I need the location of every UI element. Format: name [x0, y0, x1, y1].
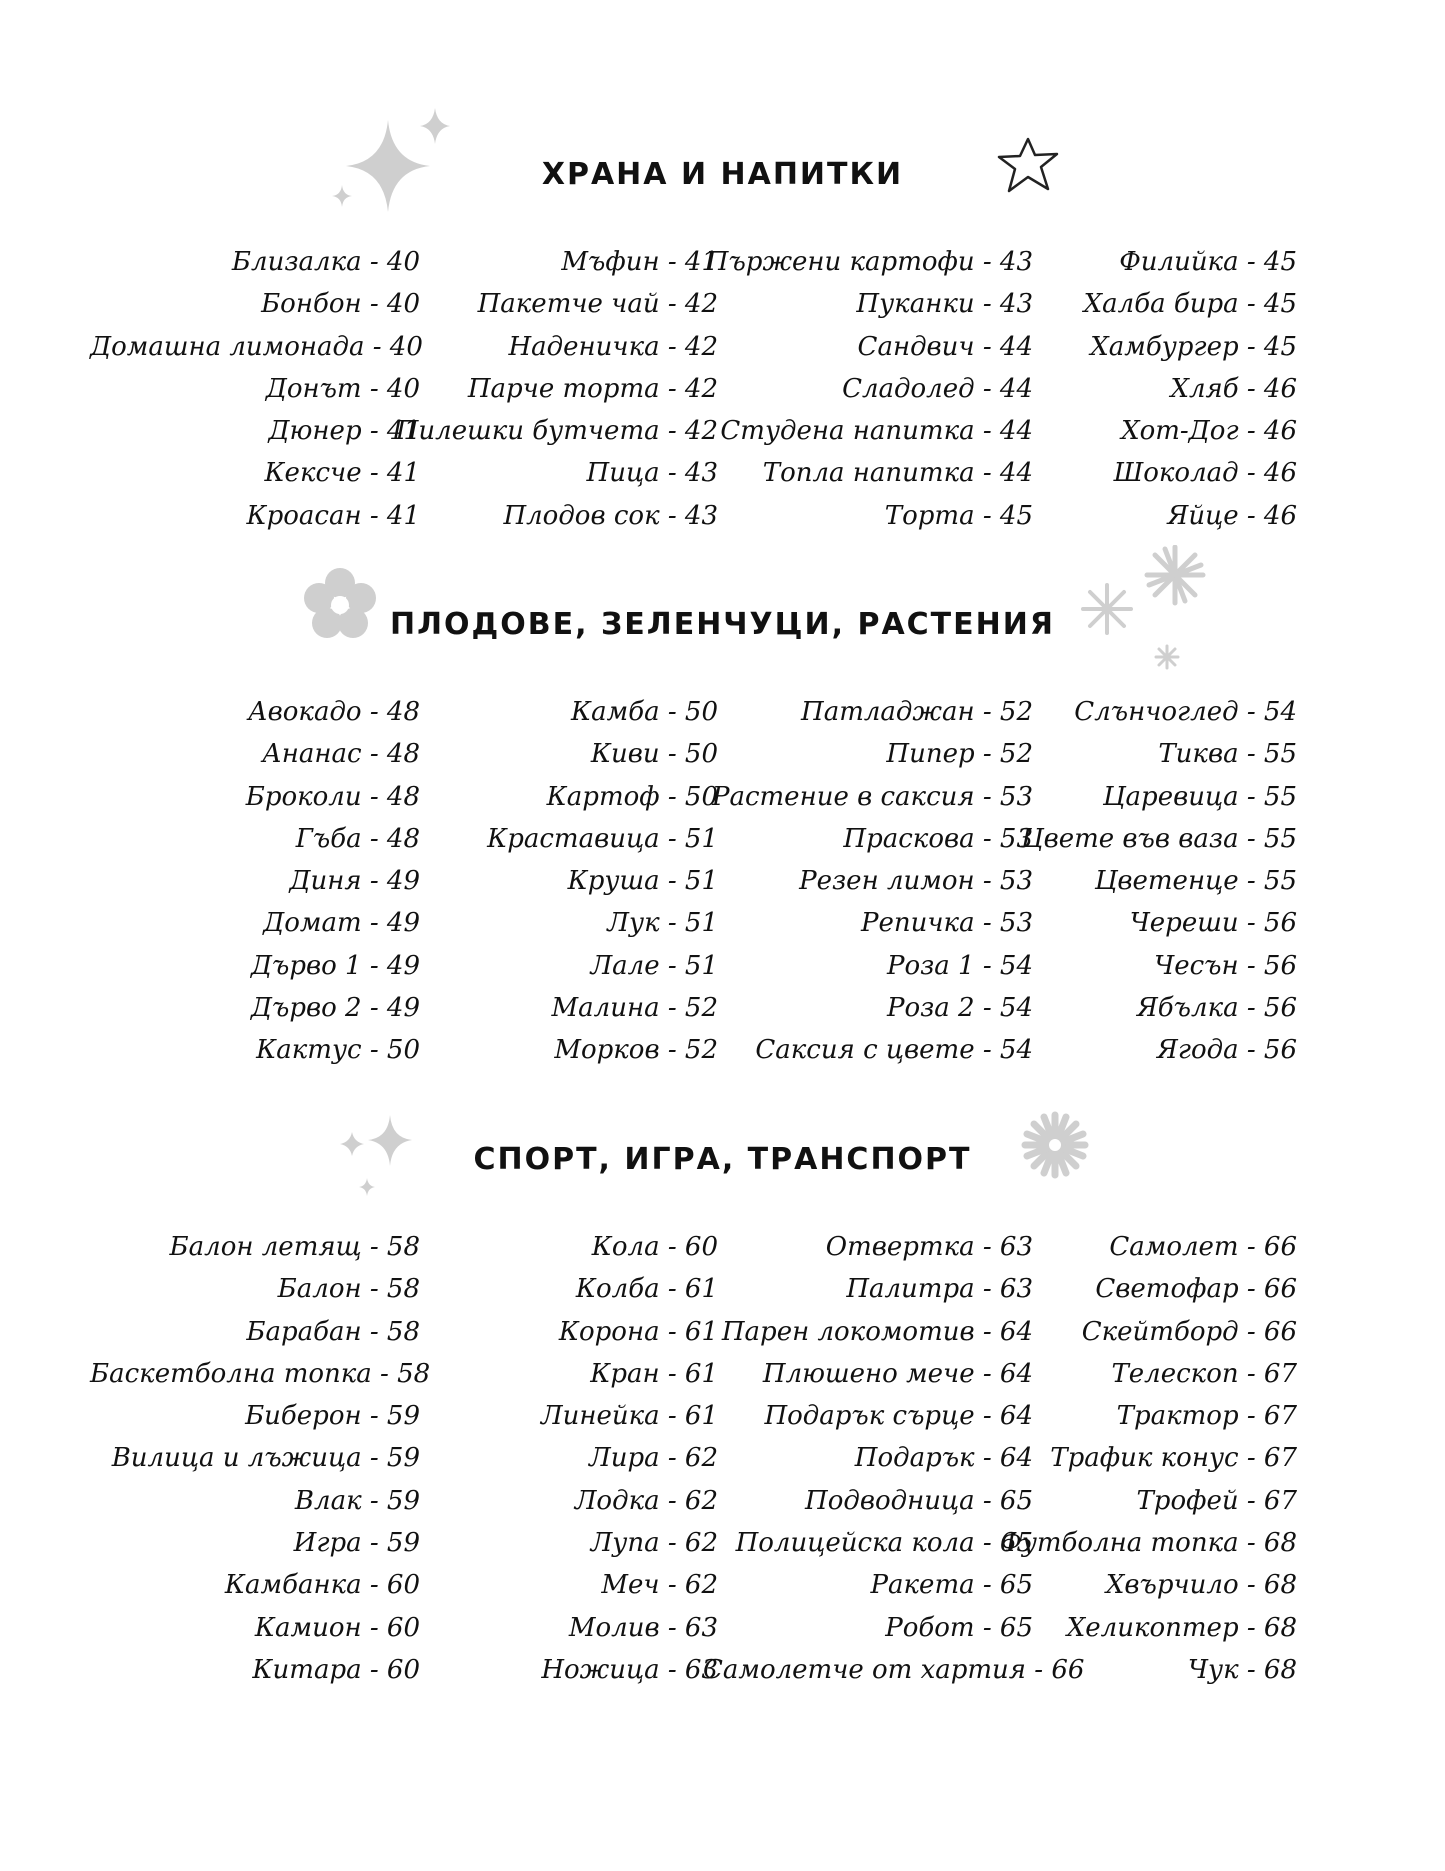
list-item: Пипер - 52 — [886, 739, 1033, 770]
list-item: Авокадо - 48 — [247, 697, 420, 727]
list-item: Хляб - 46 — [1170, 373, 1297, 404]
list-item: Кроасан - 41 — [246, 500, 420, 531]
list-item: Пакетче чай - 42 — [477, 289, 718, 320]
list-item: Шоколад - 46 — [1113, 458, 1297, 489]
list-item: Киви - 50 — [590, 739, 718, 770]
list-item: Картоф - 50 — [546, 781, 718, 812]
list-item: Чук - 68 — [1187, 1654, 1297, 1685]
list-item: Гъба - 48 — [295, 823, 420, 854]
list-item: Ножица - 63 — [541, 1654, 718, 1685]
list-item: Растение в саксия - 53 — [711, 781, 1033, 812]
list-item: Лук - 51 — [607, 908, 718, 939]
sport-column-2 — [388, 1226, 718, 1691]
list-item: Колба - 61 — [575, 1274, 718, 1305]
list-item: Биберон - 59 — [245, 1401, 420, 1432]
list-item: Ракета - 65 — [870, 1570, 1033, 1601]
list-item: Трофей - 67 — [1136, 1485, 1297, 1516]
section-title-plants: ПЛОДОВЕ, ЗЕЛЕНЧУЦИ, РАСТЕНИЯ — [390, 607, 1055, 642]
list-item: Кола - 60 — [591, 1232, 718, 1262]
food-column-2 — [388, 241, 718, 537]
list-item: Камион - 60 — [254, 1612, 420, 1643]
list-item: Самолет - 66 — [1109, 1232, 1297, 1262]
list-item: Лира - 62 — [589, 1443, 718, 1474]
list-item: Хеликоптер - 68 — [1066, 1612, 1297, 1643]
list-item: Плодов сок - 43 — [503, 500, 718, 531]
list-item: Царевица - 55 — [1102, 781, 1297, 812]
list-item: Морков - 52 — [554, 1035, 718, 1066]
list-item: Подводница - 65 — [805, 1485, 1033, 1516]
list-item: Скейтборд - 66 — [1081, 1316, 1297, 1347]
list-item: Репичка - 53 — [861, 908, 1033, 939]
list-item: Резен лимон - 53 — [799, 866, 1033, 897]
list-item: Торта - 45 — [884, 500, 1033, 531]
food-column-1 — [90, 241, 423, 537]
list-item: Барабан - 58 — [246, 1316, 420, 1347]
list-item: Филийка - 45 — [1119, 247, 1297, 277]
sport-column-4 — [967, 1226, 1297, 1691]
list-item: Влак - 59 — [294, 1485, 420, 1516]
list-item: Лодка - 62 — [574, 1485, 718, 1516]
list-item: Яйце - 46 — [1167, 500, 1297, 531]
list-item: Балон летящ - 58 — [169, 1232, 420, 1262]
list-item: Саксия с цвете - 54 — [755, 1035, 1033, 1066]
list-item: Роза 2 - 54 — [886, 993, 1033, 1024]
list-item: Плюшено мече - 64 — [762, 1358, 1033, 1389]
list-item: Дърво 2 - 49 — [250, 993, 420, 1024]
list-item: Домашна лимонада - 40 — [90, 331, 423, 362]
list-item: Хвърчило - 68 — [1105, 1570, 1297, 1601]
section-title-food: ХРАНА И НАПИТКИ — [541, 157, 904, 192]
list-item: Малина - 52 — [551, 993, 718, 1024]
list-item: Баскетболна топка - 58 — [90, 1358, 431, 1389]
list-item: Китара - 60 — [252, 1654, 420, 1685]
list-item: Домат - 49 — [263, 908, 420, 939]
list-item: Дюнер - 41 — [268, 416, 420, 447]
list-item: Чесън - 56 — [1154, 950, 1297, 981]
list-item: Самолетче от хартия - 66 — [703, 1654, 1085, 1685]
list-item: Пуканки - 43 — [856, 289, 1033, 320]
list-item: Краставица - 51 — [487, 823, 718, 854]
list-item: Линейка - 61 — [540, 1401, 718, 1432]
list-item: Близалка - 40 — [231, 247, 420, 277]
list-item: Хамбургер - 45 — [1090, 331, 1297, 362]
list-item: Сладолед - 44 — [842, 373, 1033, 404]
list-item: Кексче - 41 — [264, 458, 420, 489]
list-item: Парче торта - 42 — [467, 373, 718, 404]
list-item: Диня - 49 — [289, 866, 420, 897]
list-item: Пържени картофи - 43 — [705, 247, 1033, 277]
list-item: Кактус - 50 — [256, 1035, 420, 1066]
list-item: Топла напитка - 44 — [762, 458, 1033, 489]
list-item: Патладжан - 52 — [801, 697, 1033, 727]
list-item: Молив - 63 — [568, 1612, 718, 1643]
list-item: Донът - 40 — [265, 373, 420, 404]
list-item: Трафик конус - 67 — [1050, 1443, 1297, 1474]
list-item: Подарък - 64 — [854, 1443, 1033, 1474]
section-title-sport: СПОРТ, ИГРА, ТРАНСПОРТ — [473, 1142, 972, 1177]
list-item: Сандвич - 44 — [857, 331, 1033, 362]
list-item: Трактор - 67 — [1116, 1401, 1297, 1432]
list-item: Халба бира - 45 — [1083, 289, 1297, 320]
list-item: Череши - 56 — [1129, 908, 1297, 939]
list-item: Футболна топка - 68 — [1000, 1528, 1297, 1559]
list-item: Пица - 43 — [586, 458, 718, 489]
list-item: Круша - 51 — [567, 866, 718, 897]
list-item: Парен локомотив - 64 — [721, 1316, 1033, 1347]
list-item: Робот - 65 — [885, 1612, 1033, 1643]
list-item: Полицейска кола - 65 — [735, 1528, 1033, 1559]
plants-column-4 — [967, 691, 1297, 1072]
plants-column-2 — [388, 691, 718, 1072]
list-item: Праскова - 53 — [843, 823, 1033, 854]
list-item: Лале - 51 — [590, 950, 718, 981]
list-item: Отвертка - 63 — [825, 1232, 1033, 1262]
plants-column-1 — [90, 691, 420, 1072]
list-item: Балон - 58 — [277, 1274, 420, 1305]
list-item: Ананас - 48 — [262, 739, 420, 770]
list-item: Светофар - 66 — [1095, 1274, 1297, 1305]
list-item: Корона - 61 — [558, 1316, 718, 1347]
list-item: Цвете във ваза - 55 — [1020, 823, 1297, 854]
list-item: Телескоп - 67 — [1111, 1358, 1297, 1389]
list-item: Бонбон - 40 — [261, 289, 420, 320]
list-item: Студена напитка - 44 — [720, 416, 1033, 447]
list-item: Лупа - 62 — [590, 1528, 718, 1559]
list-item: Наденичка - 42 — [508, 331, 718, 362]
list-item: Броколи - 48 — [245, 781, 420, 812]
list-item: Вилица и лъжица - 59 — [111, 1443, 420, 1474]
list-item: Камбанка - 60 — [224, 1570, 420, 1601]
list-item: Кран - 61 — [590, 1358, 718, 1389]
list-item: Палитра - 63 — [846, 1274, 1033, 1305]
list-item: Роза 1 - 54 — [886, 950, 1033, 981]
list-item: Ягода - 56 — [1156, 1035, 1297, 1066]
sport-column-1 — [90, 1226, 431, 1691]
list-item: Цветенце - 55 — [1094, 866, 1297, 897]
list-item: Ябълка - 56 — [1136, 993, 1297, 1024]
list-item: Пилешки бутчета - 42 — [395, 416, 718, 447]
list-item: Тиква - 55 — [1158, 739, 1297, 770]
list-item: Подарък сърце - 64 — [764, 1401, 1033, 1432]
list-item: Меч - 62 — [601, 1570, 718, 1601]
list-item: Хот-Дог - 46 — [1121, 416, 1297, 447]
food-column-4 — [967, 241, 1297, 537]
list-item: Дърво 1 - 49 — [250, 950, 420, 981]
list-item: Слънчоглед - 54 — [1074, 697, 1297, 727]
list-item: Камба - 50 — [571, 697, 718, 727]
list-item: Игра - 59 — [293, 1528, 420, 1559]
list-item: Мъфин - 41 — [561, 247, 718, 277]
